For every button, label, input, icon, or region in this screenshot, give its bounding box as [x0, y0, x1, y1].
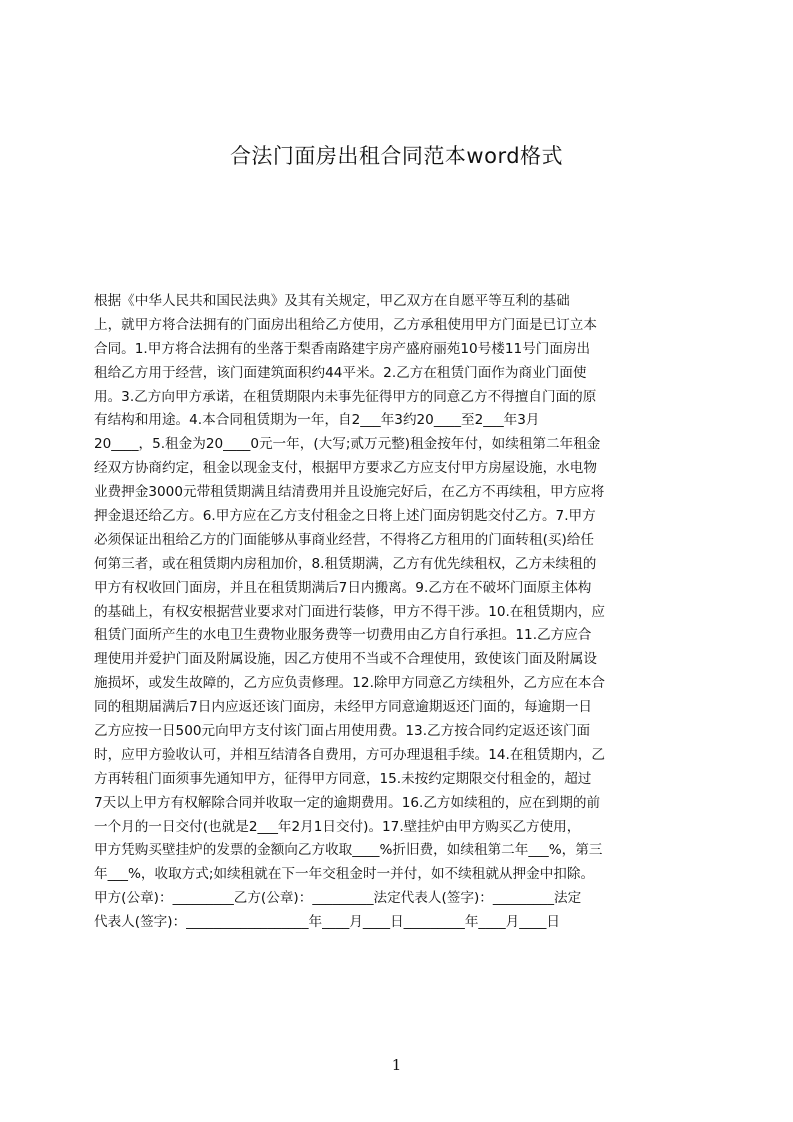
body-line: 合同。1.甲方将合法拥有的坐落于梨香南路建宇房产盛府丽苑10号楼11号门面房出	[94, 340, 591, 357]
body-line: 同的租期届满后7日内应返还该门面房，未经甲方同意逾期返还门面的，每逾期一日	[94, 699, 593, 716]
body-line: 必须保证出租给乙方的门面能够从事商业经营，不得将乙方租用的门面转租(买)给任	[94, 531, 594, 548]
body-line: 乙方应按一日500元向甲方支付该门面占用使用费。13.乙方按合同约定返还该门面	[94, 723, 591, 740]
body-line: 有结构和用途。4.本合同租赁期为一年，自2___年3约20____至2___年3月	[94, 412, 540, 429]
signature-line: 甲方(公章)：_________乙方(公章)：_________法定代表人(签字)：_________法定	[94, 890, 582, 907]
contract-body	[94, 290, 699, 1010]
body-line: 时，应甲方验收认可，并相互结清各自费用，方可办理退租手续。14.在租赁期内，乙	[94, 746, 605, 763]
body-line: 租给乙方用于经营，该门面建筑面积约44平米。2.乙方在租赁门面作为商业门面使	[94, 364, 587, 381]
page-number: 1	[391, 1056, 402, 1074]
body-line: 年___%，收取方式;如续租就在下一年交租金时一并付，如不续租就从押金中扣除。	[94, 866, 595, 883]
body-line: 甲方有权收回门面房，并且在租赁期满后7日内搬离。9.乙方在不破坏门面原主体构	[94, 579, 592, 596]
body-line: 租赁门面所产生的水电卫生费物业服务费等一切费用由乙方自行承担。11.乙方应合	[94, 627, 592, 644]
body-line: 一个月的一日交付(也就是2___年2月1日交付)。17.壁挂炉由甲方购买乙方使用，	[94, 818, 581, 835]
signature-line: 代表人(签字)：__________________年____月____日_________年____月____日	[94, 914, 560, 931]
body-line: 押金退还给乙方。6.甲方应在乙方支付租金之日将上述门面房钥匙交付乙方。7.甲方	[94, 508, 596, 525]
body-line: 业费押金3000元带租赁期满且结清费用并且设施完好后，在乙方不再续租，甲方应将	[94, 484, 605, 501]
body-line: 根据《中华人民共和国民法典》及其有关规定，甲乙双方在自愿平等互利的基础	[94, 293, 570, 309]
body-line: 20____，5.租金为20____0元一年，(大写;贰万元整)租金按年付，如续租第二年租金	[94, 436, 601, 453]
body-line: 理使用并爱护门面及附属设施，因乙方使用不当或不合理使用，致使该门面及附属设	[94, 651, 597, 668]
body-line: 甲方凭购买壁挂炉的发票的金额向乙方收取____%折旧费，如续租第二年___%，第三	[94, 842, 603, 859]
body-line: 经双方协商约定，租金以现金支付，根据甲方要求乙方应支付甲方房屋设施，水电物	[94, 460, 597, 477]
document-title: 合法门面房出租合同范本word格式	[229, 144, 564, 168]
body-line: 7天以上甲方有权解除合同并收取一定的逾期费用。16.乙方如续租的，应在到期的前	[94, 794, 601, 811]
body-line: 用。3.乙方向甲方承诺，在租赁期限内未事先征得甲方的同意乙方不得擅自门面的原	[94, 388, 597, 405]
body-line: 的基础上，有权安根据营业要求对门面进行装修，甲方不得干涉。10.在租赁期内，应	[94, 603, 605, 620]
body-line: 上，就甲方将合法拥有的门面房出租给乙方使用，乙方承租使用甲方门面是已订立本	[94, 316, 597, 333]
body-line: 施损坏，或发生故障的，乙方应负责修理。12.除甲方同意乙方续租外，乙方应在本合	[94, 675, 605, 692]
body-line: 方再转租门面须事先通知甲方，征得甲方同意，15.未按约定期限交付租金的，超过	[94, 770, 592, 787]
body-line: 何第三者，或在租赁期内房租加价，8.租赁期满，乙方有优先续租权，乙方未续租的	[94, 555, 597, 572]
